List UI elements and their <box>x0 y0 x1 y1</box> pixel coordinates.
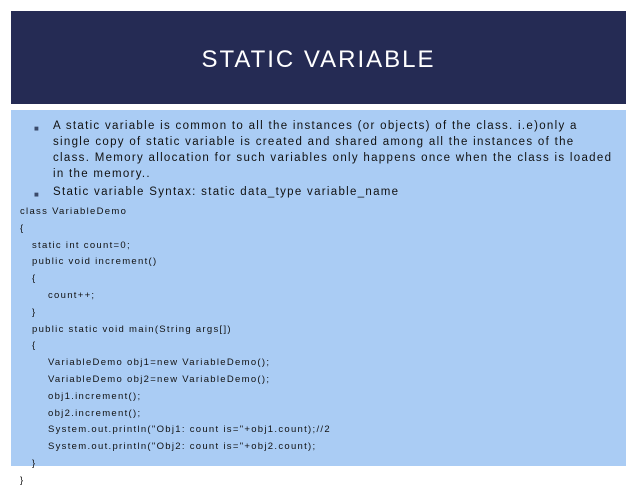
code-line: { <box>20 222 25 234</box>
code-line: } <box>20 474 25 486</box>
bullet-item <box>33 118 614 182</box>
bullet-text: A static variable is common to all the instances (or objects) of the class. i.e)only a single copy of static variable is created and shared among all the instances of the class. Memory allocation for such variables only happens once when the class is loaded in the memory.. <box>53 120 613 180</box>
code-line: VariableDemo obj2=new VariableDemo(); <box>48 373 271 385</box>
code-line: } <box>32 306 37 318</box>
square-bullet-icon: ■ <box>34 124 41 133</box>
slide-title: STATIC VARIABLE <box>201 45 436 73</box>
code-line: obj1.increment(); <box>48 390 142 402</box>
code-line: System.out.println("Obj1: count is="+obj1.count);//2 <box>48 424 331 436</box>
content-box <box>11 110 626 486</box>
code-line: System.out.println("Obj2: count is="+obj2.count); <box>48 441 317 453</box>
code-line: public void increment() <box>32 256 158 268</box>
code-line: { <box>32 340 37 352</box>
code-line: { <box>32 273 37 285</box>
code-line: public static void main(String args[]) <box>32 323 232 335</box>
square-bullet-icon: ■ <box>34 190 41 199</box>
bullet-item <box>33 184 614 200</box>
code-line: static int count=0; <box>32 239 131 251</box>
code-line: } <box>32 457 37 469</box>
code-line: VariableDemo obj1=new VariableDemo(); <box>48 357 271 369</box>
bullet-text: Static variable Syntax: static data_type variable_name <box>53 186 400 198</box>
code-line: class VariableDemo <box>20 206 128 217</box>
title-bar <box>11 11 626 104</box>
code-line: count++; <box>48 289 96 301</box>
code-block <box>20 204 614 490</box>
code-line: obj2.increment(); <box>48 407 142 419</box>
